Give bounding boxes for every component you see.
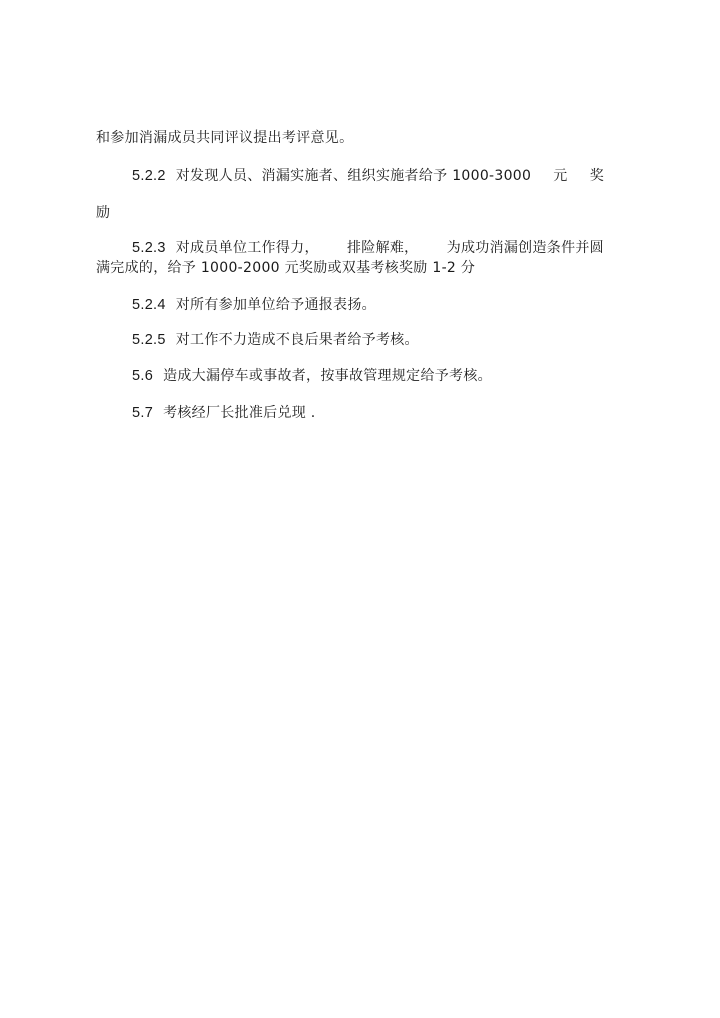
item-text-mid: 排险解难， xyxy=(346,240,419,256)
item-5-2-2-wrap xyxy=(96,203,110,223)
item-5-2-4 xyxy=(132,295,376,315)
item-number: 5.7 xyxy=(132,405,154,421)
item-5-7 xyxy=(132,403,316,423)
item-text-wrap: 满完成的，给予 1000-2000 元奖励或双基考核奖励 1-2 分 xyxy=(96,260,476,276)
continuation-line xyxy=(96,128,353,148)
item-5-6 xyxy=(132,366,492,386)
item-number: 5.2.2 xyxy=(132,168,166,184)
item-text: 对工作不力造成不良后果者给予考核。 xyxy=(175,332,419,348)
continuation-text: 和参加消漏成员共同评议提出考评意见。 xyxy=(96,130,354,146)
item-text: 对所有参加单位给予通报表扬。 xyxy=(175,297,376,313)
item-5-2-3-wrap xyxy=(96,258,475,278)
item-text-end: 为成功消漏创造条件并圆 xyxy=(446,240,604,256)
item-number: 5.2.4 xyxy=(132,297,166,313)
item-number: 5.2.3 xyxy=(132,240,166,256)
item-text-end: 奖 xyxy=(589,168,604,184)
item-5-2-3 xyxy=(132,238,604,258)
item-text: 考核经厂长批准后兑现 . xyxy=(163,405,316,421)
item-text-unit: 元 xyxy=(553,168,568,184)
item-5-2-2 xyxy=(132,166,604,186)
item-text: 造成大漏停车或事故者，按事故管理规定给予考核。 xyxy=(163,368,492,384)
item-text: 对发现人员、消漏实施者、组织实施者给予 1000-3000 xyxy=(175,168,532,184)
item-text: 对成员单位工作得力， xyxy=(175,240,319,256)
item-5-2-5 xyxy=(132,330,419,350)
item-number: 5.2.5 xyxy=(132,332,166,348)
item-text-wrap: 励 xyxy=(96,205,111,221)
item-number: 5.6 xyxy=(132,368,154,384)
